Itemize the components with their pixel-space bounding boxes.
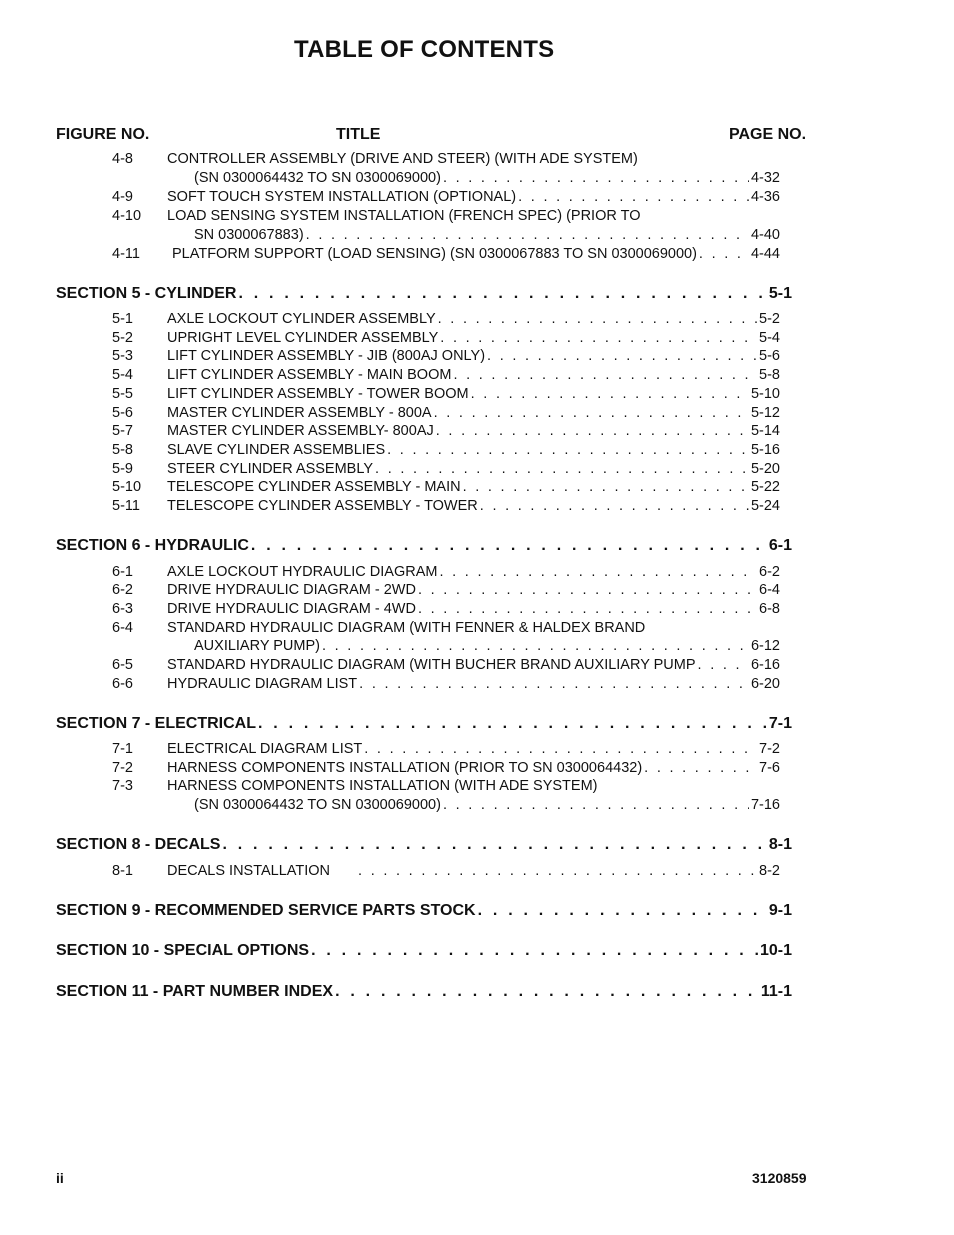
- page-number: 5-24: [750, 498, 780, 514]
- figure-number: 6-3: [112, 601, 133, 617]
- figure-number: 7-2: [112, 760, 133, 776]
- figure-title: MASTER CYLINDER ASSEMBLY - 800A: [167, 405, 432, 421]
- toc-entry[interactable]: [167, 405, 780, 421]
- figure-title: PLATFORM SUPPORT (LOAD SENSING) (SN 0300067883 TO SN 0300069000): [172, 246, 697, 262]
- section-title: SECTION 7 - ELECTRICAL: [56, 715, 257, 732]
- figure-title: HARNESS COMPONENTS INSTALLATION (PRIOR TO SN 0300064432): [167, 760, 643, 776]
- section-title: SECTION 8 - DECALS: [56, 836, 221, 853]
- figure-title-continued: (SN 0300064432 TO SN 0300069000): [194, 797, 441, 813]
- page-number: 6-16: [750, 657, 780, 673]
- page-number: 5-20: [750, 461, 780, 477]
- page-number: 5-8: [759, 367, 780, 383]
- page-number: 6-4: [759, 582, 780, 598]
- page-number: 4-36: [750, 189, 780, 205]
- figure-number: 5-7: [112, 423, 133, 439]
- section-heading[interactable]: [56, 902, 792, 920]
- figure-number: 5-3: [112, 348, 133, 364]
- toc-entry[interactable]: [167, 423, 780, 439]
- figure-title: STANDARD HYDRAULIC DIAGRAM (WITH FENNER & HALDEX BRAND: [167, 620, 646, 636]
- figure-title: LIFT CYLINDER ASSEMBLY - JIB (800AJ ONLY): [167, 348, 486, 364]
- page-no-header: PAGE NO.: [729, 126, 807, 143]
- figure-number: 5-1: [112, 311, 133, 327]
- figure-title-continued: SN 0300067883): [194, 227, 304, 243]
- figure-number: 6-6: [112, 676, 133, 692]
- section-heading[interactable]: [56, 836, 792, 854]
- toc-entry[interactable]: [167, 386, 780, 402]
- toc-entry[interactable]: [194, 227, 780, 243]
- toc-entry[interactable]: [167, 564, 780, 580]
- figure-title-continued: (SN 0300064432 TO SN 0300069000): [194, 170, 441, 186]
- toc-entry[interactable]: [167, 189, 780, 205]
- section-page: 8-1: [768, 836, 792, 853]
- section-heading[interactable]: [56, 715, 792, 733]
- section-heading[interactable]: [56, 983, 792, 1001]
- section-page: 6-1: [768, 537, 792, 554]
- figure-number: 6-2: [112, 582, 133, 598]
- figure-title: DRIVE HYDRAULIC DIAGRAM - 2WD: [167, 582, 416, 598]
- figure-title: LIFT CYLINDER ASSEMBLY - MAIN BOOM: [167, 367, 452, 383]
- toc-entry[interactable]: [167, 760, 780, 776]
- page-number: 5-4: [759, 330, 780, 346]
- section-page: 9-1: [768, 902, 792, 919]
- page-number: 4-32: [750, 170, 780, 186]
- toc-entry[interactable]: [167, 311, 780, 327]
- figure-title: DECALS INSTALLATION: [167, 863, 331, 879]
- toc-entry[interactable]: [167, 582, 780, 598]
- page-number: 5-22: [750, 479, 780, 495]
- figure-number: 7-3: [112, 778, 133, 794]
- page-number: 6-20: [750, 676, 780, 692]
- figure-number: 6-4: [112, 620, 133, 636]
- toc-entry[interactable]: [167, 461, 780, 477]
- figure-title: MASTER CYLINDER ASSEMBLY- 800AJ: [167, 423, 434, 439]
- section-title: SECTION 9 - RECOMMENDED SERVICE PARTS STOCK: [56, 902, 476, 919]
- figure-number: 5-11: [112, 498, 140, 514]
- toc-entry[interactable]: [194, 170, 780, 186]
- figure-number: 5-10: [112, 479, 142, 495]
- page-title: TABLE OF CONTENTS: [294, 36, 555, 63]
- page-number: 6-8: [759, 601, 780, 617]
- figure-title: UPRIGHT LEVEL CYLINDER ASSEMBLY: [167, 330, 439, 346]
- toc-entry[interactable]: [194, 638, 780, 654]
- figure-title: STEER CYLINDER ASSEMBLY: [167, 461, 374, 477]
- page-number: 5-10: [750, 386, 780, 402]
- figure-title: CONTROLLER ASSEMBLY (DRIVE AND STEER) (WITH ADE SYSTEM): [167, 151, 638, 167]
- page-number: 7-2: [759, 741, 780, 757]
- footer-document-number: 3120859: [752, 1170, 807, 1186]
- toc-entry[interactable]: [167, 676, 780, 692]
- section-title: SECTION 6 - HYDRAULIC: [56, 537, 249, 554]
- figure-number: 5-8: [112, 442, 133, 458]
- toc-entry[interactable]: [167, 348, 780, 364]
- figure-title: STANDARD HYDRAULIC DIAGRAM (WITH BUCHER BRAND AUXILIARY PUMP: [167, 657, 696, 673]
- page-number: 4-40: [750, 227, 780, 243]
- page-number: 5-12: [750, 405, 780, 421]
- section-page: 11-1: [760, 983, 792, 1000]
- section-page: 10-1: [759, 942, 792, 959]
- toc-entry[interactable]: [167, 601, 780, 617]
- page-number: 6-12: [750, 638, 780, 654]
- figure-title: SLAVE CYLINDER ASSEMBLIES: [167, 442, 386, 458]
- toc-entry[interactable]: [172, 246, 780, 262]
- figure-number: 5-5: [112, 386, 133, 402]
- footer-page-number: ii: [56, 1170, 64, 1186]
- toc-entry[interactable]: [167, 442, 780, 458]
- figure-number: 6-5: [112, 657, 133, 673]
- figure-title: DRIVE HYDRAULIC DIAGRAM - 4WD: [167, 601, 416, 617]
- figure-number: 7-1: [112, 741, 133, 757]
- page-number: 5-16: [750, 442, 780, 458]
- figure-number: 8-1: [112, 863, 133, 879]
- toc-entry[interactable]: [167, 498, 780, 514]
- toc-entry[interactable]: [167, 479, 780, 495]
- page-number: 5-6: [759, 348, 780, 364]
- figure-no-header: FIGURE NO.: [56, 126, 150, 143]
- toc-entry[interactable]: [167, 367, 780, 383]
- figure-number: 4-11: [112, 246, 140, 262]
- figure-title: TELESCOPE CYLINDER ASSEMBLY - MAIN: [167, 479, 461, 495]
- section-heading[interactable]: [56, 942, 792, 960]
- page-number: 5-2: [759, 311, 780, 327]
- section-title: SECTION 11 - PART NUMBER INDEX: [56, 983, 334, 1000]
- figure-number: 5-4: [112, 367, 133, 383]
- section-heading[interactable]: [56, 285, 792, 303]
- figure-title: SOFT TOUCH SYSTEM INSTALLATION (OPTIONAL): [167, 189, 517, 205]
- figure-title: AXLE LOCKOUT HYDRAULIC DIAGRAM: [167, 564, 438, 580]
- figure-title: LOAD SENSING SYSTEM INSTALLATION (FRENCH SPEC) (PRIOR TO: [167, 208, 641, 224]
- page-number: 6-2: [759, 564, 780, 580]
- toc-entry[interactable]: [167, 657, 780, 673]
- figure-number: 4-8: [112, 151, 133, 167]
- toc-entry[interactable]: [167, 330, 780, 346]
- section-page: 5-1: [768, 285, 792, 302]
- title-header: TITLE: [336, 126, 381, 143]
- figure-number: 4-10: [112, 208, 142, 224]
- section-title: SECTION 10 - SPECIAL OPTIONS: [56, 942, 310, 959]
- figure-number: 5-2: [112, 330, 133, 346]
- page-number: 7-16: [750, 797, 780, 813]
- figure-number: 4-9: [112, 189, 133, 205]
- section-heading[interactable]: [56, 537, 792, 555]
- figure-number: 5-9: [112, 461, 133, 477]
- toc-entry[interactable]: [167, 741, 780, 757]
- figure-title-continued: AUXILIARY PUMP): [194, 638, 320, 654]
- section-title: SECTION 5 - CYLINDER: [56, 285, 237, 302]
- figure-title: HARNESS COMPONENTS INSTALLATION (WITH ADE SYSTEM): [167, 778, 598, 794]
- figure-title: LIFT CYLINDER ASSEMBLY - TOWER BOOM: [167, 386, 469, 402]
- page-number: 7-6: [759, 760, 780, 776]
- page-number: 8-2: [759, 863, 780, 879]
- figure-title: TELESCOPE CYLINDER ASSEMBLY - TOWER: [167, 498, 478, 514]
- figure-title: ELECTRICAL DIAGRAM LIST: [167, 741, 363, 757]
- figure-number: 6-1: [112, 564, 133, 580]
- figure-title: AXLE LOCKOUT CYLINDER ASSEMBLY: [167, 311, 436, 327]
- figure-title: HYDRAULIC DIAGRAM LIST: [167, 676, 358, 692]
- section-page: 7-1: [768, 715, 792, 732]
- toc-entry[interactable]: [167, 863, 780, 879]
- figure-number: 5-6: [112, 405, 133, 421]
- page-number: 5-14: [750, 423, 780, 439]
- toc-entry[interactable]: [194, 797, 780, 813]
- page-number: 4-44: [750, 246, 780, 262]
